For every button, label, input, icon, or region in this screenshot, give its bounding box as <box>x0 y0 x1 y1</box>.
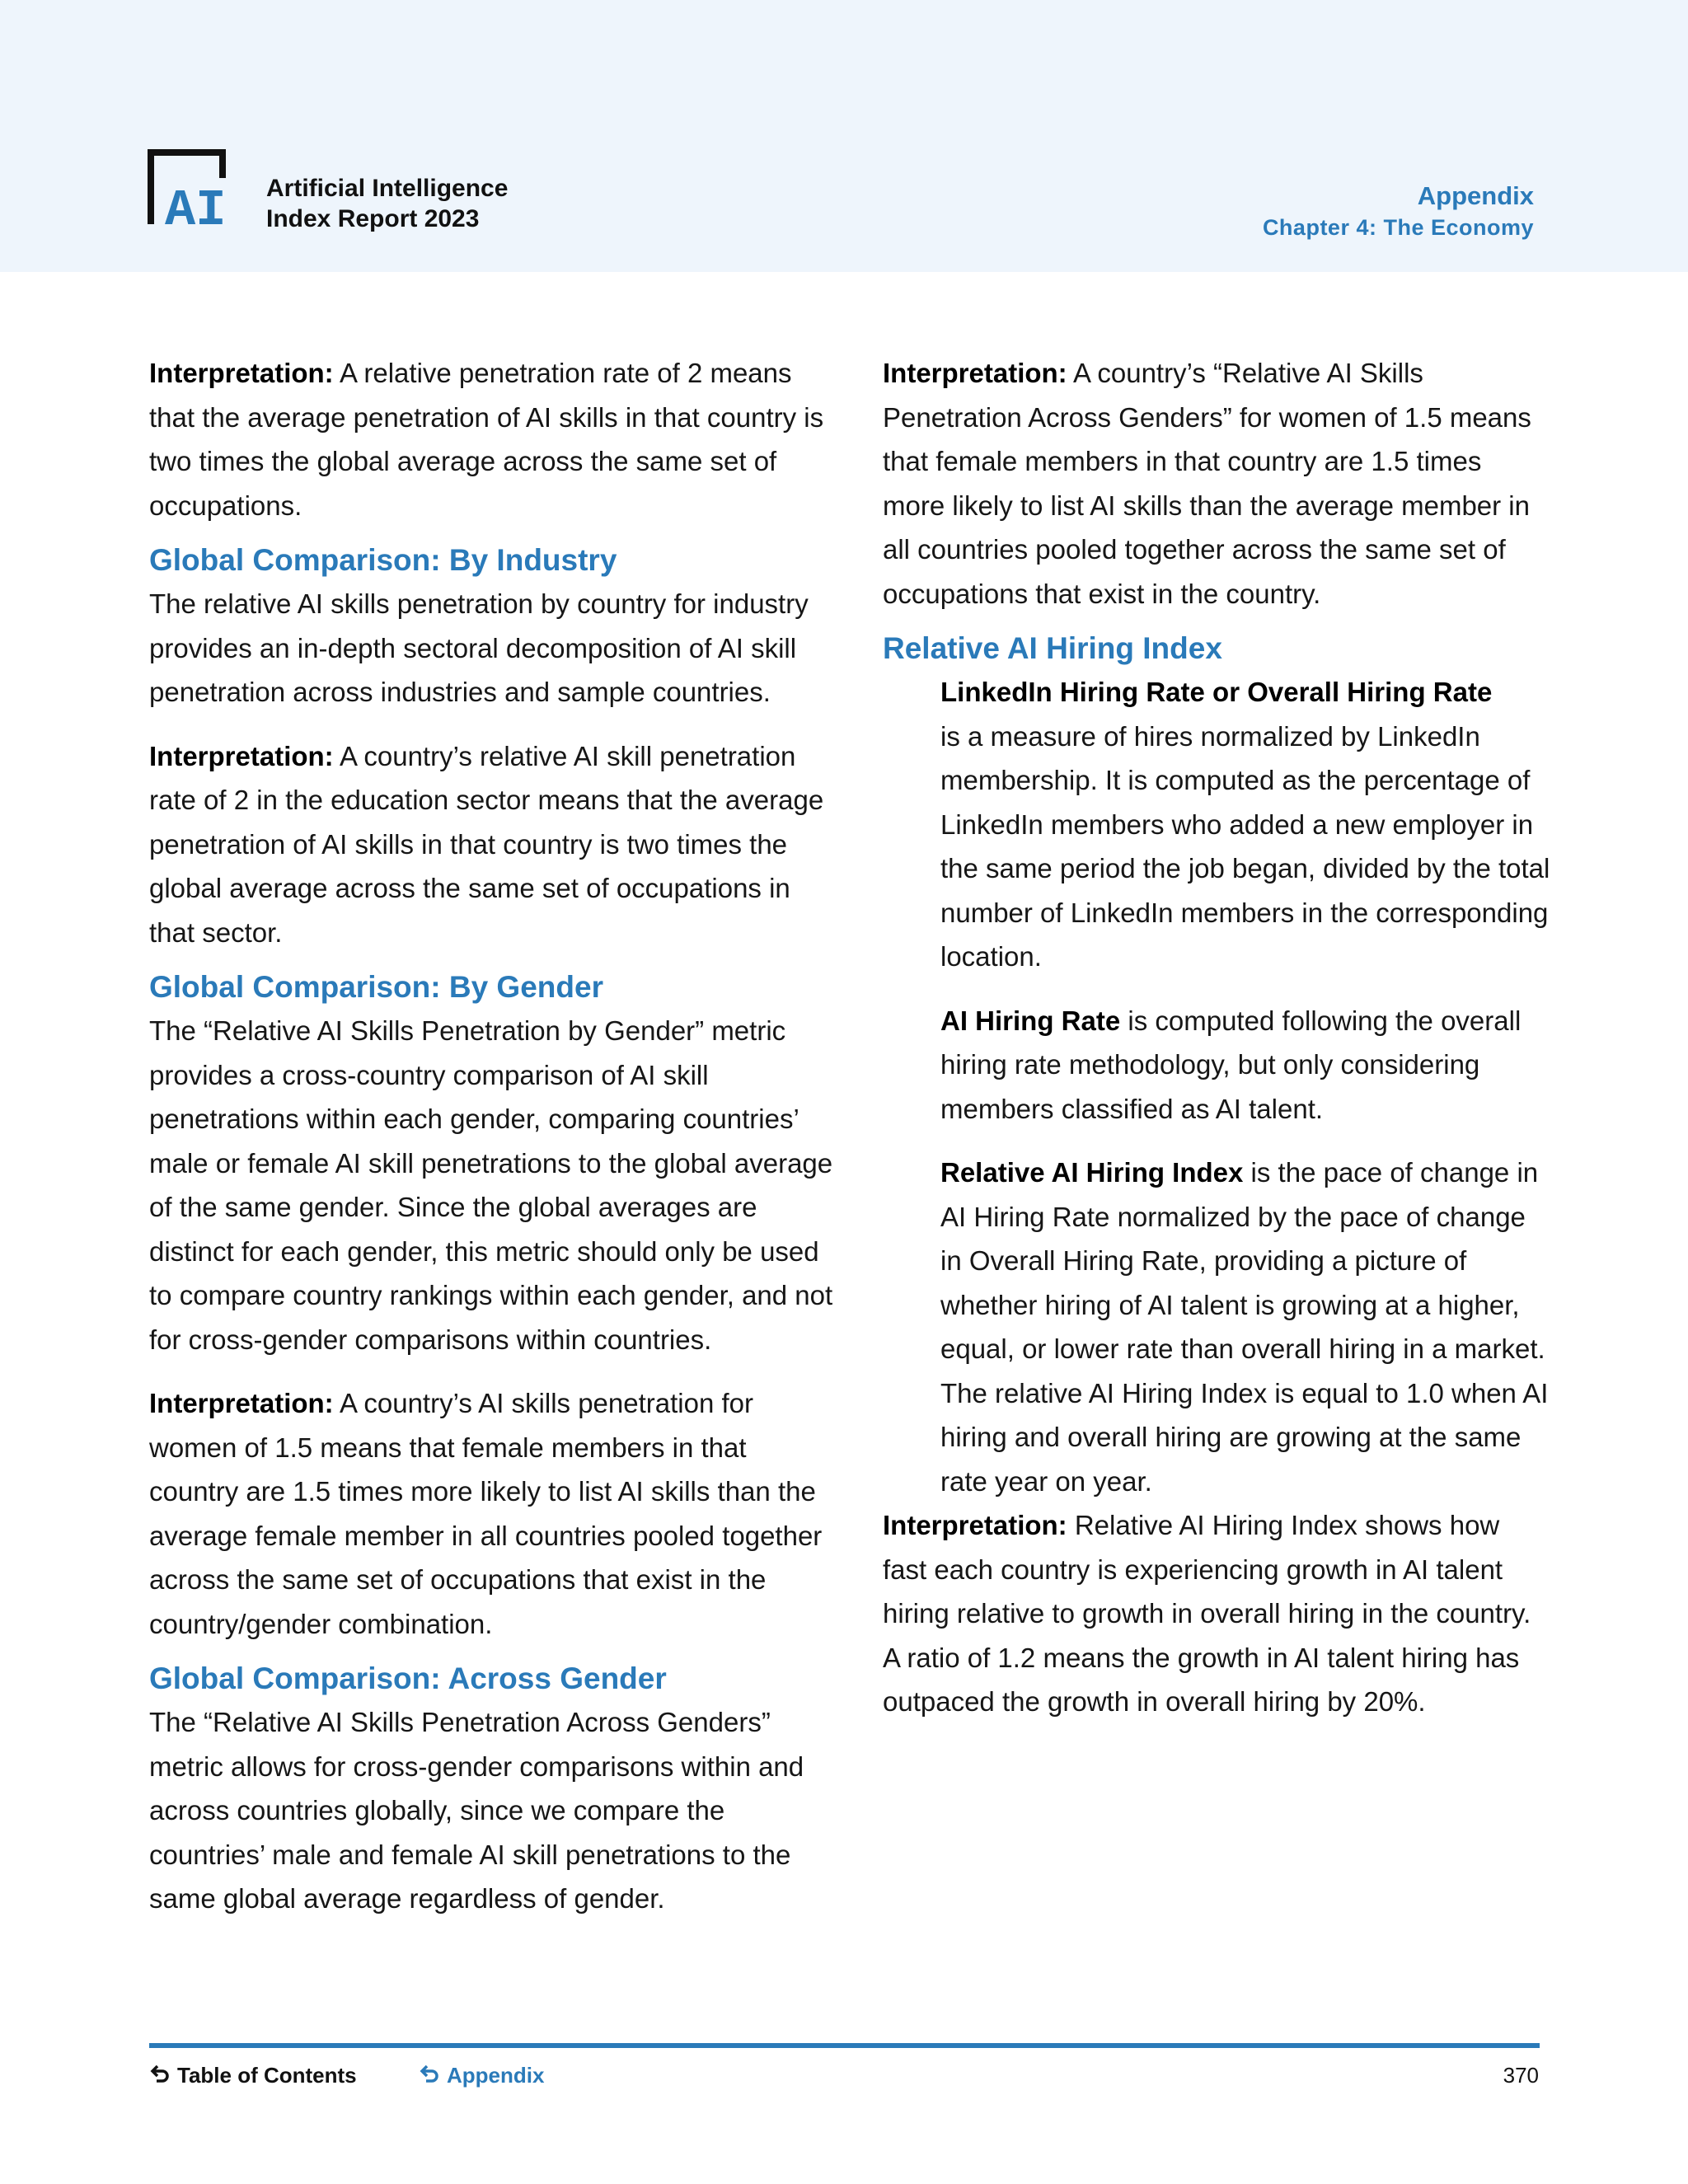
paragraph-text: The “Relative AI Skills Penetration by Gender” metric provides a cross-country comparison of AI skill penetrations within each gender, comparing countries’ male or female AI skill penetrations to the global average of the same gender. Since the global averages are distinct for each gender, this metric should only be used to compare country rankings within each gender, and not for cross-gender comparisons within countries. <box>149 1015 833 1355</box>
section-heading-by-gender: Global Comparison: By Gender <box>149 970 603 1004</box>
interpretation-paragraph <box>149 1381 842 1646</box>
interpretation-label: Interpretation: <box>883 1510 1067 1540</box>
definition-term: LinkedIn Hiring Rate or Overall Hiring Rate <box>940 677 1493 707</box>
paragraph-text: A country’s relative AI skill penetration rate of 2 in the education sector means that the average penetration of AI skills in that country is two times the global average across the same set of occupations in that sector. <box>149 740 824 948</box>
definition-term: Relative AI Hiring Index <box>940 1157 1244 1188</box>
header-breadcrumb <box>1263 180 1534 242</box>
ai-index-logo <box>147 148 241 227</box>
appendix-link[interactable] <box>419 2060 544 2090</box>
return-arrow-icon <box>419 2064 440 2085</box>
definition-text: is computed following the overall hiring rate methodology, but only considering members classified as AI talent. <box>940 1005 1522 1124</box>
section-heading-by-industry: Global Comparison: By Industry <box>149 543 617 577</box>
report-title <box>266 173 508 234</box>
report-title-line-1: Artificial Intelligence <box>266 175 509 202</box>
section-heading-relative-ai-hiring-index: Relative AI Hiring Index <box>883 631 1222 665</box>
interpretation-paragraph <box>883 351 1550 616</box>
paragraph-text: The “Relative AI Skills Penetration Across Genders” metric allows for cross-gender comparisons within and across countries globally, since we compare the countries’ male and female AI skill penetrations to the same global average regardless of gender. <box>149 1707 804 1914</box>
definition-term: AI Hiring Rate <box>940 1005 1121 1036</box>
right-column <box>883 351 1550 1724</box>
interpretation-label: Interpretation: <box>149 740 334 771</box>
paragraph-text: A relative penetration rate of 2 means that the average penetration of AI skills in that country is two times the global average across the same set of occupations. <box>149 358 824 521</box>
interpretation-label: Interpretation: <box>883 358 1067 388</box>
paragraph-text: Relative AI Hiring Index shows how fast each country is experiencing growth in AI talent hiring relative to growth in overall hiring in the country. A ratio of 1.2 means the growth in AI talent hiring has outpaced the growth in overall hiring by 20%. <box>883 1510 1531 1717</box>
table-of-contents-label: Table of Contents <box>177 2063 357 2088</box>
footer-divider <box>149 2043 1540 2048</box>
definition-relative-ai-hiring-index <box>940 1151 1550 1503</box>
paragraph-text: The relative AI skills penetration by country for industry provides an in-depth sectoral decomposition of AI skill penetration across industries and sample countries. <box>149 588 809 707</box>
interpretation-paragraph <box>149 734 842 955</box>
page-number: 370 <box>1503 2063 1539 2088</box>
logo-text: AI <box>165 181 227 227</box>
interpretation-label: Interpretation: <box>149 1388 334 1418</box>
return-arrow-icon <box>149 2064 171 2085</box>
definitions-block <box>883 670 1550 1503</box>
left-column <box>149 351 842 1921</box>
interpretation-paragraph <box>883 1503 1550 1724</box>
definition-text: is a measure of hires normalized by LinkedIn membership. It is computed as the percentage of LinkedIn members who added a new employer in the same period the job began, divided by the total number of LinkedIn members in the corresponding location. <box>940 720 1550 972</box>
chapter-title[interactable]: Chapter 4: The Economy <box>1262 215 1534 240</box>
table-of-contents-link[interactable] <box>149 2060 357 2090</box>
section-title[interactable]: Appendix <box>1417 181 1534 210</box>
paragraph-text: A country’s AI skills penetration for women of 1.5 means that female members in that country are 1.5 times more likely to list AI skills than the average female member in all countries pooled together across the same set of occupations that exist in the country/gender combination. <box>149 1388 823 1639</box>
definition-ai-hiring-rate <box>940 999 1550 1132</box>
definition-linkedin-hiring-rate <box>940 670 1550 979</box>
appendix-label: Appendix <box>447 2063 545 2088</box>
report-title-line-2: Index Report 2023 <box>266 205 480 232</box>
paragraph-text: A country’s “Relative AI Skills Penetration Across Genders” for women of 1.5 means that female members in that country are 1.5 times more likely to list AI skills than the average member in all countries pooled together across the same set of occupations that exist in the country. <box>883 358 1531 609</box>
interpretation-paragraph <box>149 351 842 527</box>
section-heading-across-gender: Global Comparison: Across Gender <box>149 1661 667 1695</box>
definition-text: is the pace of change in AI Hiring Rate normalized by the pace of change in Overall Hiring Rate, providing a picture of whether hiring of AI talent is growing at a higher, equal, or lower rate than overall hiring in a market. The relative AI Hiring Index is equal to 1.0 when AI hiring and overall hiring are growing at the same rate year on year. <box>940 1157 1549 1497</box>
interpretation-label: Interpretation: <box>149 358 334 388</box>
